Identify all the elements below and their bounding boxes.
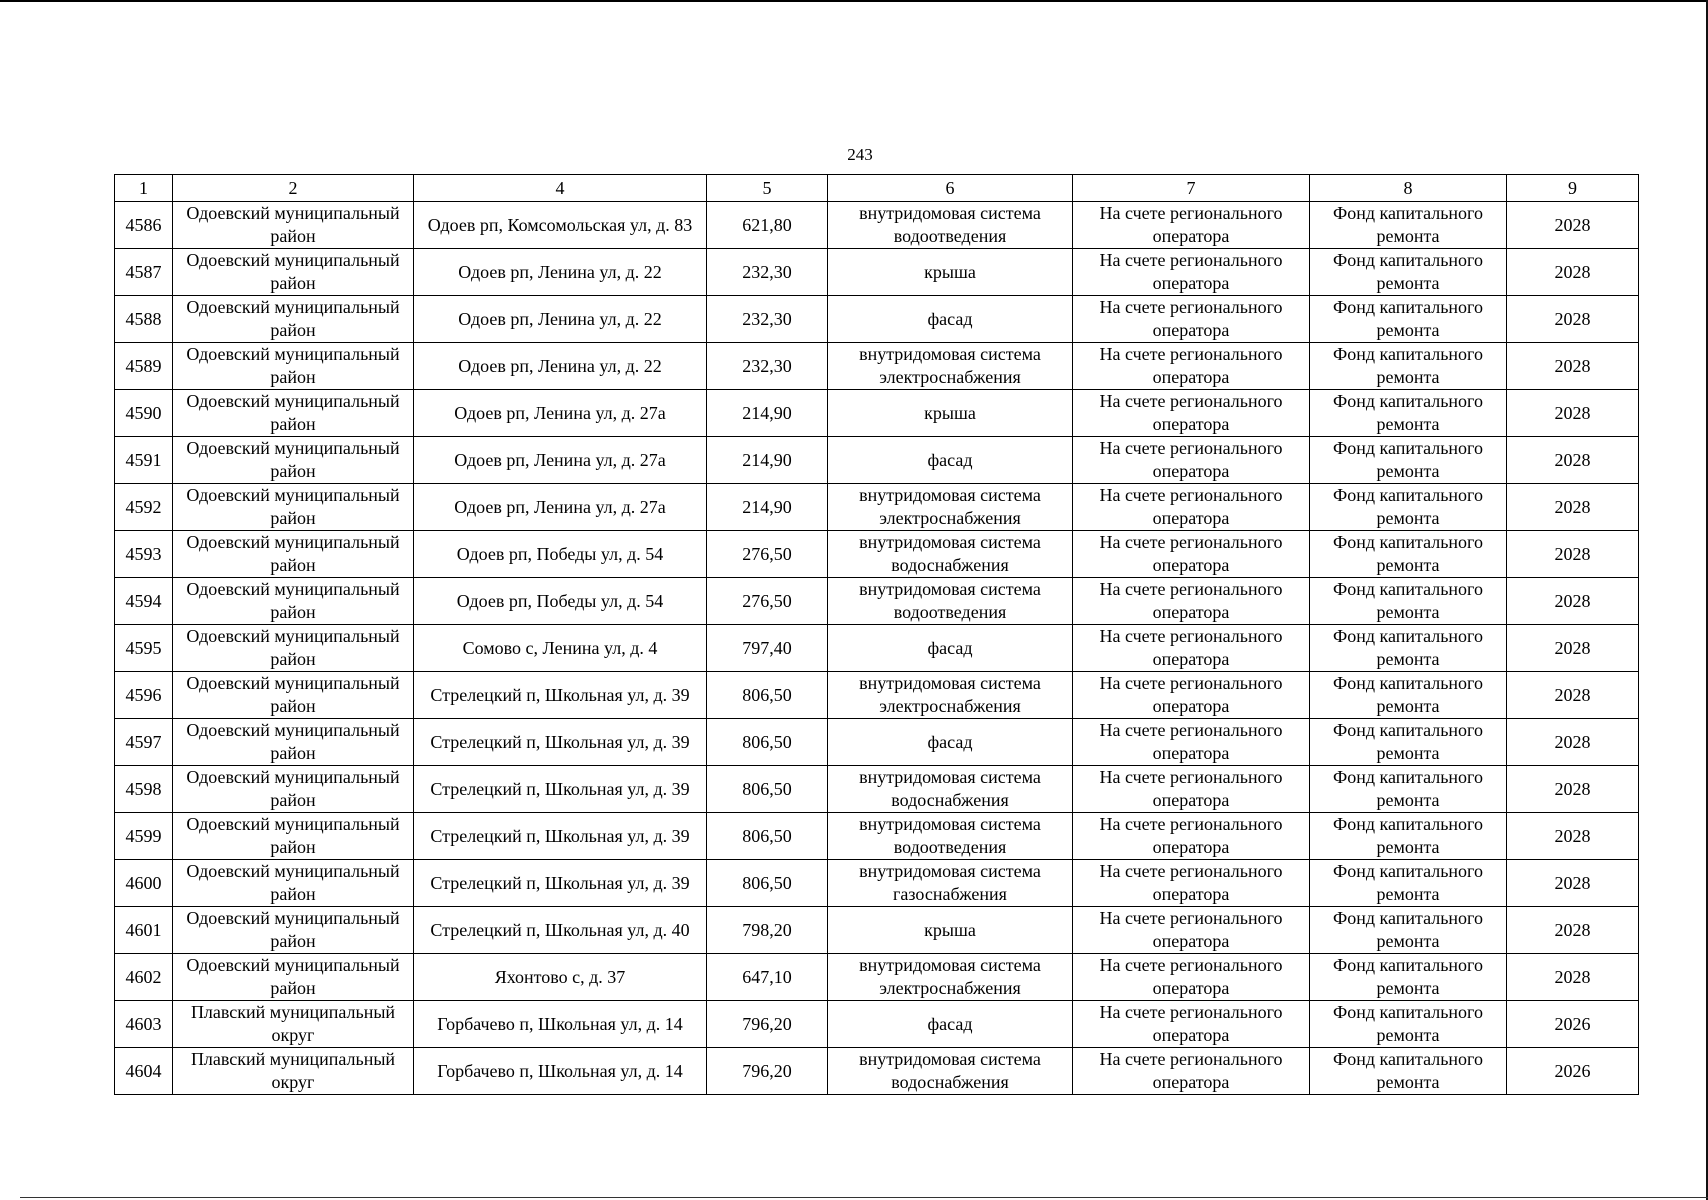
cell-address: Яхонтово с, д. 37 xyxy=(414,954,707,1001)
cell-address: Стрелецкий п, Школьная ул, д. 39 xyxy=(414,813,707,860)
cell-area: 214,90 xyxy=(707,484,828,531)
cell-fund-source: Фонд капитального ремонта xyxy=(1310,437,1507,484)
cell-municipality: Одоевский муниципальный район xyxy=(173,578,414,625)
cell-row-number: 4599 xyxy=(115,813,173,860)
cell-row-number: 4600 xyxy=(115,860,173,907)
cell-municipality: Одоевский муниципальный район xyxy=(173,390,414,437)
table-row xyxy=(115,719,1639,766)
cell-row-number: 4588 xyxy=(115,296,173,343)
cell-address: Сомово с, Ленина ул, д. 4 xyxy=(414,625,707,672)
cell-area: 232,30 xyxy=(707,249,828,296)
cell-fund-source: Фонд капитального ремонта xyxy=(1310,625,1507,672)
cell-work-type: внутридомовая система водоотведения xyxy=(828,813,1073,860)
cell-work-type: фасад xyxy=(828,296,1073,343)
cell-row-number: 4604 xyxy=(115,1048,173,1095)
cell-fund-account: На счете регионального оператора xyxy=(1073,860,1310,907)
table-row xyxy=(115,907,1639,954)
cell-work-type: внутридомовая система электроснабжения xyxy=(828,484,1073,531)
cell-year: 2028 xyxy=(1507,954,1639,1001)
cell-fund-account: На счете регионального оператора xyxy=(1073,437,1310,484)
cell-address: Одоев рп, Ленина ул, д. 22 xyxy=(414,343,707,390)
cell-work-type: внутридомовая система водоснабжения xyxy=(828,531,1073,578)
table-row xyxy=(115,766,1639,813)
cell-fund-account: На счете регионального оператора xyxy=(1073,625,1310,672)
cell-work-type: внутридомовая система электроснабжения xyxy=(828,954,1073,1001)
cell-year: 2028 xyxy=(1507,484,1639,531)
cell-fund-account: На счете регионального оператора xyxy=(1073,813,1310,860)
cell-area: 276,50 xyxy=(707,578,828,625)
table-row xyxy=(115,1048,1639,1095)
cell-municipality: Одоевский муниципальный район xyxy=(173,954,414,1001)
cell-work-type: внутридомовая система водоснабжения xyxy=(828,766,1073,813)
cell-fund-account: На счете регионального оператора xyxy=(1073,1001,1310,1048)
cell-row-number: 4598 xyxy=(115,766,173,813)
table-row xyxy=(115,1001,1639,1048)
cell-fund-source: Фонд капитального ремонта xyxy=(1310,484,1507,531)
cell-area: 806,50 xyxy=(707,766,828,813)
cell-fund-source: Фонд капитального ремонта xyxy=(1310,578,1507,625)
cell-municipality: Одоевский муниципальный район xyxy=(173,672,414,719)
cell-row-number: 4596 xyxy=(115,672,173,719)
cell-municipality: Одоевский муниципальный район xyxy=(173,813,414,860)
cell-fund-source: Фонд капитального ремонта xyxy=(1310,531,1507,578)
cell-year: 2028 xyxy=(1507,766,1639,813)
table-row xyxy=(115,390,1639,437)
cell-fund-account: На счете регионального оператора xyxy=(1073,1048,1310,1095)
cell-fund-source: Фонд капитального ремонта xyxy=(1310,907,1507,954)
cell-municipality: Одоевский муниципальный район xyxy=(173,766,414,813)
cell-year: 2028 xyxy=(1507,296,1639,343)
cell-municipality: Одоевский муниципальный район xyxy=(173,249,414,296)
cell-year: 2026 xyxy=(1507,1001,1639,1048)
cell-municipality: Одоевский муниципальный район xyxy=(173,343,414,390)
cell-fund-account: На счете регионального оператора xyxy=(1073,390,1310,437)
cell-row-number: 4594 xyxy=(115,578,173,625)
cell-fund-source: Фонд капитального ремонта xyxy=(1310,766,1507,813)
cell-area: 232,30 xyxy=(707,296,828,343)
cell-address: Стрелецкий п, Школьная ул, д. 40 xyxy=(414,907,707,954)
cell-work-type: фасад xyxy=(828,719,1073,766)
table-row xyxy=(115,578,1639,625)
table-row xyxy=(115,531,1639,578)
cell-year: 2028 xyxy=(1507,719,1639,766)
cell-area: 806,50 xyxy=(707,860,828,907)
cell-row-number: 4590 xyxy=(115,390,173,437)
cell-address: Стрелецкий п, Школьная ул, д. 39 xyxy=(414,766,707,813)
table-row xyxy=(115,484,1639,531)
cell-work-type: внутридомовая система электроснабжения xyxy=(828,672,1073,719)
cell-fund-source: Фонд капитального ремонта xyxy=(1310,249,1507,296)
cell-area: 806,50 xyxy=(707,813,828,860)
cell-fund-source: Фонд капитального ремонта xyxy=(1310,813,1507,860)
cell-work-type: крыша xyxy=(828,249,1073,296)
cell-area: 621,80 xyxy=(707,202,828,249)
cell-area: 796,20 xyxy=(707,1001,828,1048)
cell-work-type: фасад xyxy=(828,437,1073,484)
table-row xyxy=(115,860,1639,907)
cell-row-number: 4586 xyxy=(115,202,173,249)
cell-year: 2028 xyxy=(1507,860,1639,907)
cell-address: Одоев рп, Ленина ул, д. 22 xyxy=(414,296,707,343)
cell-fund-source: Фонд капитального ремонта xyxy=(1310,202,1507,249)
cell-municipality: Одоевский муниципальный район xyxy=(173,484,414,531)
cell-row-number: 4589 xyxy=(115,343,173,390)
cell-address: Одоев рп, Победы ул, д. 54 xyxy=(414,531,707,578)
cell-work-type: крыша xyxy=(828,907,1073,954)
cell-municipality: Одоевский муниципальный район xyxy=(173,719,414,766)
cell-area: 796,20 xyxy=(707,1048,828,1095)
cell-municipality: Плавский муниципальный округ xyxy=(173,1001,414,1048)
table-row xyxy=(115,296,1639,343)
cell-row-number: 4595 xyxy=(115,625,173,672)
table-row xyxy=(115,437,1639,484)
cell-address: Одоев рп, Комсомольская ул, д. 83 xyxy=(414,202,707,249)
cell-row-number: 4601 xyxy=(115,907,173,954)
cell-fund-account: На счете регионального оператора xyxy=(1073,907,1310,954)
header-col-6: 6 xyxy=(828,175,1073,202)
cell-year: 2028 xyxy=(1507,343,1639,390)
cell-fund-account: На счете регионального оператора xyxy=(1073,954,1310,1001)
table-row xyxy=(115,672,1639,719)
cell-work-type: внутридомовая система газоснабжения xyxy=(828,860,1073,907)
cell-work-type: внутридомовая система водоснабжения xyxy=(828,1048,1073,1095)
cell-year: 2028 xyxy=(1507,249,1639,296)
cell-fund-account: На счете регионального оператора xyxy=(1073,296,1310,343)
table-row xyxy=(115,343,1639,390)
cell-row-number: 4592 xyxy=(115,484,173,531)
table-row xyxy=(115,249,1639,296)
cell-area: 798,20 xyxy=(707,907,828,954)
cell-area: 214,90 xyxy=(707,437,828,484)
cell-fund-account: На счете регионального оператора xyxy=(1073,343,1310,390)
cell-year: 2028 xyxy=(1507,578,1639,625)
cell-fund-account: На счете регионального оператора xyxy=(1073,578,1310,625)
cell-fund-source: Фонд капитального ремонта xyxy=(1310,672,1507,719)
header-col-2: 2 xyxy=(173,175,414,202)
cell-municipality: Одоевский муниципальный район xyxy=(173,437,414,484)
cell-fund-source: Фонд капитального ремонта xyxy=(1310,343,1507,390)
cell-fund-account: На счете регионального оператора xyxy=(1073,766,1310,813)
cell-fund-source: Фонд капитального ремонта xyxy=(1310,860,1507,907)
cell-year: 2028 xyxy=(1507,202,1639,249)
cell-year: 2028 xyxy=(1507,531,1639,578)
cell-year: 2026 xyxy=(1507,1048,1639,1095)
cell-year: 2028 xyxy=(1507,672,1639,719)
cell-address: Горбачево п, Школьная ул, д. 14 xyxy=(414,1048,707,1095)
cell-address: Одоев рп, Ленина ул, д. 27а xyxy=(414,390,707,437)
cell-area: 232,30 xyxy=(707,343,828,390)
header-col-8: 8 xyxy=(1310,175,1507,202)
cell-row-number: 4603 xyxy=(115,1001,173,1048)
table-body xyxy=(115,175,1639,1095)
cell-municipality: Одоевский муниципальный район xyxy=(173,531,414,578)
cell-fund-account: На счете регионального оператора xyxy=(1073,719,1310,766)
page-edge-top xyxy=(0,0,1708,2)
header-col-1: 1 xyxy=(115,175,173,202)
cell-work-type: фасад xyxy=(828,625,1073,672)
page-edge-bottom xyxy=(20,1197,1708,1198)
cell-row-number: 4587 xyxy=(115,249,173,296)
cell-fund-account: На счете регионального оператора xyxy=(1073,249,1310,296)
cell-fund-account: На счете регионального оператора xyxy=(1073,531,1310,578)
cell-area: 806,50 xyxy=(707,719,828,766)
cell-area: 797,40 xyxy=(707,625,828,672)
cell-municipality: Одоевский муниципальный район xyxy=(173,202,414,249)
header-col-9: 9 xyxy=(1507,175,1639,202)
page-number: 243 xyxy=(847,145,873,164)
cell-row-number: 4602 xyxy=(115,954,173,1001)
cell-area: 276,50 xyxy=(707,531,828,578)
cell-address: Одоев рп, Ленина ул, д. 27а xyxy=(414,437,707,484)
column-number-header-row xyxy=(115,175,1639,202)
cell-work-type: внутридомовая система водоотведения xyxy=(828,202,1073,249)
cell-fund-account: На счете регионального оператора xyxy=(1073,202,1310,249)
header-col-4: 4 xyxy=(414,175,707,202)
cell-area: 214,90 xyxy=(707,390,828,437)
cell-fund-source: Фонд капитального ремонта xyxy=(1310,390,1507,437)
cell-row-number: 4593 xyxy=(115,531,173,578)
table-row xyxy=(115,625,1639,672)
repair-register-table xyxy=(114,174,1639,1095)
cell-municipality: Одоевский муниципальный район xyxy=(173,625,414,672)
cell-municipality: Одоевский муниципальный район xyxy=(173,907,414,954)
cell-address: Одоев рп, Ленина ул, д. 27а xyxy=(414,484,707,531)
cell-municipality: Плавский муниципальный округ xyxy=(173,1048,414,1095)
cell-fund-source: Фонд капитального ремонта xyxy=(1310,1001,1507,1048)
cell-address: Стрелецкий п, Школьная ул, д. 39 xyxy=(414,860,707,907)
cell-fund-account: На счете регионального оператора xyxy=(1073,672,1310,719)
cell-row-number: 4591 xyxy=(115,437,173,484)
cell-address: Горбачево п, Школьная ул, д. 14 xyxy=(414,1001,707,1048)
cell-year: 2028 xyxy=(1507,437,1639,484)
cell-work-type: внутридомовая система электроснабжения xyxy=(828,343,1073,390)
cell-work-type: внутридомовая система водоотведения xyxy=(828,578,1073,625)
cell-address: Одоев рп, Ленина ул, д. 22 xyxy=(414,249,707,296)
table-row xyxy=(115,813,1639,860)
cell-row-number: 4597 xyxy=(115,719,173,766)
cell-municipality: Одоевский муниципальный район xyxy=(173,296,414,343)
cell-work-type: фасад xyxy=(828,1001,1073,1048)
cell-year: 2028 xyxy=(1507,625,1639,672)
cell-fund-account: На счете регионального оператора xyxy=(1073,484,1310,531)
cell-fund-source: Фонд капитального ремонта xyxy=(1310,719,1507,766)
cell-area: 806,50 xyxy=(707,672,828,719)
cell-fund-source: Фонд капитального ремонта xyxy=(1310,954,1507,1001)
cell-year: 2028 xyxy=(1507,390,1639,437)
table-row xyxy=(115,202,1639,249)
cell-fund-source: Фонд капитального ремонта xyxy=(1310,1048,1507,1095)
header-col-5: 5 xyxy=(707,175,828,202)
table-row xyxy=(115,954,1639,1001)
cell-area: 647,10 xyxy=(707,954,828,1001)
cell-municipality: Одоевский муниципальный район xyxy=(173,860,414,907)
cell-year: 2028 xyxy=(1507,907,1639,954)
cell-address: Одоев рп, Победы ул, д. 54 xyxy=(414,578,707,625)
cell-work-type: крыша xyxy=(828,390,1073,437)
header-col-7: 7 xyxy=(1073,175,1310,202)
cell-fund-source: Фонд капитального ремонта xyxy=(1310,296,1507,343)
cell-year: 2028 xyxy=(1507,813,1639,860)
cell-address: Стрелецкий п, Школьная ул, д. 39 xyxy=(414,719,707,766)
cell-address: Стрелецкий п, Школьная ул, д. 39 xyxy=(414,672,707,719)
